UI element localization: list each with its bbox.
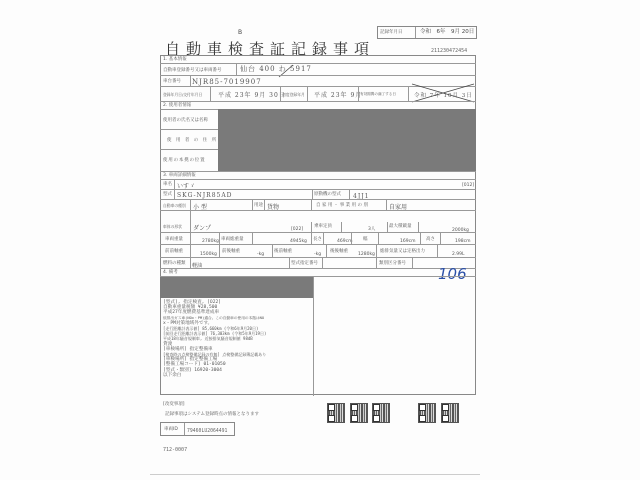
initial-reg-value: 平成 23年 9月: [314, 92, 363, 99]
vehicle-id-label: 車両ID: [164, 427, 178, 432]
note-line: [車検場所] 指定整備工場: [163, 357, 218, 363]
type-approval-label: 型式指定番号: [291, 261, 318, 266]
max-load-label: 最大積載量: [389, 224, 412, 229]
note-line: [型式], 指定検査, [O22]: [163, 300, 221, 305]
note-line: 低排出ガス車(NOx・PM)適合。この自動車の使用の本拠はNO: [163, 315, 265, 320]
ff-axle-value: 1500kg: [200, 252, 217, 257]
initial-reg-label: 初度登録年月: [282, 92, 305, 97]
model-value: SKG-NJR85AD: [177, 192, 233, 199]
fr-axle-label: 前後軸重: [222, 249, 240, 254]
document-title: 自動車検査証記録事項: [165, 40, 376, 58]
form-number: 712-0007: [163, 447, 188, 453]
capacity-value: 3人: [368, 227, 376, 232]
length-label: 長さ: [313, 237, 322, 242]
changes-note: 記録事項はシステム登録時点の情報となります: [165, 412, 260, 417]
chassis-label: 車台番号: [163, 79, 181, 84]
vehicle-type-label: 自動車の種別: [163, 203, 186, 208]
section2-header: 2. 使用者情報: [163, 103, 192, 108]
rr-axle-label: 後後軸重: [330, 249, 348, 254]
rf-axle-value: -kg: [314, 252, 322, 257]
width-value: 169cm: [400, 239, 416, 244]
note-line: 以下余白: [163, 372, 182, 378]
weight-label: 車両重量: [165, 237, 183, 242]
qr-code-icon: [441, 403, 459, 423]
note-line: 平成27年度燃費基準達成車: [163, 310, 220, 316]
registration-value: 仙台 400 わ 5917: [240, 65, 312, 73]
remarks-notes: [163, 300, 313, 378]
note-line: [走行距離計表示値] 85,660km (令和6年9月20日): [163, 326, 259, 332]
height-value: 198cm: [455, 239, 471, 244]
record-date-label: 記録年月日: [380, 30, 403, 35]
changes-header: [改変事項]: [163, 402, 185, 407]
remarks-redaction: [160, 277, 313, 298]
note-line: 貸渡: [163, 341, 173, 347]
registration-label: 自動車登録番号又は車両番号: [163, 68, 222, 73]
qr-code-icon: [327, 403, 345, 423]
private-business-label: 自 家 用 ・ 事 業 用 の 別: [316, 203, 368, 208]
body-shape-value: ダンプ: [193, 225, 212, 232]
note-line: [整備工場コード] 01-01050: [163, 362, 226, 368]
vehicle-type-value: 小 型: [193, 204, 207, 211]
maker-value: いすゞ: [177, 183, 196, 190]
qr-code-icon: [418, 403, 436, 423]
serial-number: 211230472454: [431, 48, 468, 54]
height-label: 高さ: [426, 237, 435, 242]
model-label: 型式: [163, 192, 172, 197]
section4-header: 4. 備考: [163, 270, 178, 275]
engine-label: 原動機の型式: [314, 192, 341, 197]
qr-code-icon: [350, 403, 368, 423]
body-shape-label: 車体の形状: [163, 224, 182, 229]
user-address-label: 使 用 者 の 住 所: [167, 138, 218, 143]
note-line: [前回走行距離計表示値] 76,303km (令和5年9月19日): [163, 331, 267, 337]
expiry-value: 令和 7年 10月 3日: [414, 93, 473, 99]
rr-axle-value: 1280kg: [358, 252, 375, 257]
document-mark: B: [238, 29, 243, 36]
vehicle-id-value: 79460LU2064491: [187, 429, 228, 434]
gross-weight-value: 4945kg: [290, 239, 307, 244]
note-line: [検査時の点検整備記録の有無] 点検整備記録簿記載あり: [163, 352, 267, 358]
note-line: 自動車重量税額 ¥28,500: [163, 305, 218, 311]
note-line: [車検場所] 指定整備車: [163, 346, 213, 352]
maker-label: 車名: [163, 182, 172, 187]
record-date-value: 令和 6年 9月 20日: [420, 29, 475, 35]
displacement-label: 総排気量又は定格出力: [380, 249, 425, 254]
max-load-value: 2000kg: [452, 228, 469, 233]
length-value: 469cm: [337, 239, 353, 244]
expiry-label: 有効期間の満了する日: [360, 92, 396, 96]
engine-value: 4JJ1: [353, 193, 370, 200]
note-line: [型式・類別] 16920-3004: [163, 367, 222, 373]
maker-code: [012]: [462, 183, 475, 188]
section1-header: 1. 基本情報: [163, 57, 187, 62]
first-reg-label: 登録年月日/交付年月日: [163, 92, 203, 97]
vehicle-id-box: [160, 422, 235, 436]
gross-weight-label: 車両総重量: [221, 237, 244, 242]
first-reg-value: 平成 23年 9月 30日: [218, 92, 286, 99]
record-date-box: [377, 26, 477, 39]
displacement-value: 2.99L: [452, 252, 465, 257]
chassis-value: NJR85-7019907: [192, 78, 262, 86]
note-line: 平成18年騒音規制車, 近接排気騒音規制値 98dB: [163, 336, 253, 342]
base-location-label: 使用の本拠の位置: [163, 158, 206, 163]
use-value: 貨物: [267, 204, 280, 211]
private-business-value: 自家用: [389, 204, 408, 211]
capacity-label: 乗車定員: [314, 224, 332, 229]
user-info-redaction: [218, 109, 476, 171]
body-shape-code: [022]: [291, 227, 304, 232]
rf-axle-label: 後前軸重: [274, 249, 292, 254]
weight-value: 2780kg: [202, 239, 219, 244]
user-name-label: 使用者の氏名又は名称: [163, 118, 208, 123]
note-line: x・PM対策地域外です。: [163, 320, 213, 326]
category-label: 類別区分番号: [379, 261, 406, 266]
handwritten-note: 106: [438, 265, 467, 283]
qr-code-icon: [372, 403, 390, 423]
fr-axle-value: -kg: [257, 252, 265, 257]
ff-axle-label: 前前軸重: [165, 249, 183, 254]
fuel-label: 燃料の種類: [163, 261, 186, 266]
use-label: 用途: [254, 203, 263, 208]
fuel-value: 軽油: [192, 263, 203, 269]
section3-header: 3. 車両詳細情報: [163, 173, 196, 178]
width-label: 幅: [363, 237, 368, 242]
